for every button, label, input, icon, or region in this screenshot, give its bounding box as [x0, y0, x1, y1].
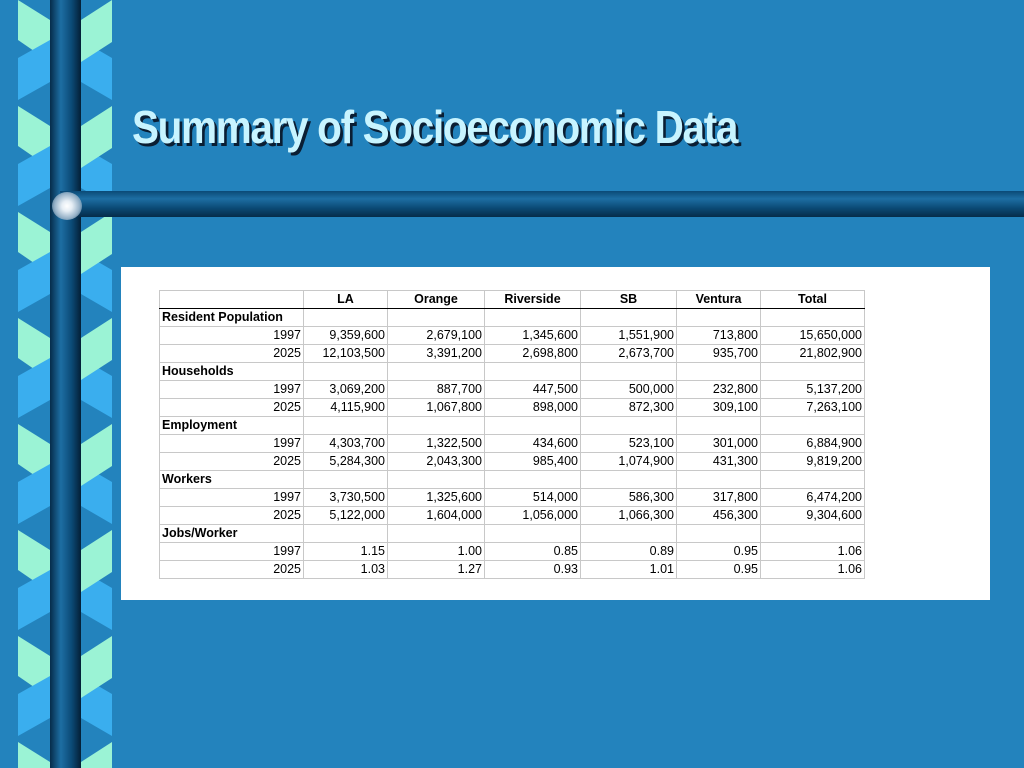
- year-cell: 2025: [160, 507, 304, 525]
- value-cell: 12,103,500: [304, 345, 388, 363]
- value-cell: 985,400: [485, 453, 581, 471]
- empty-cell: [485, 363, 581, 381]
- year-cell: 2025: [160, 453, 304, 471]
- empty-cell: [677, 363, 761, 381]
- value-cell: 0.95: [677, 543, 761, 561]
- value-cell: 309,100: [677, 399, 761, 417]
- section-label: Jobs/Worker: [160, 525, 304, 543]
- header-row: [160, 291, 865, 309]
- value-cell: 15,650,000: [761, 327, 865, 345]
- year-cell: 1997: [160, 543, 304, 561]
- value-cell: 6,884,900: [761, 435, 865, 453]
- empty-cell: [677, 471, 761, 489]
- ribbon-segment: [18, 464, 50, 524]
- decorative-ribbon: [0, 0, 112, 768]
- value-cell: 7,263,100: [761, 399, 865, 417]
- value-cell: 4,303,700: [304, 435, 388, 453]
- value-cell: 500,000: [581, 381, 677, 399]
- value-cell: 887,700: [388, 381, 485, 399]
- value-cell: 713,800: [677, 327, 761, 345]
- value-cell: 1,551,900: [581, 327, 677, 345]
- ribbon-segment: [81, 742, 112, 768]
- table-row: [160, 435, 865, 453]
- empty-cell: [761, 417, 865, 435]
- empty-cell: [761, 471, 865, 489]
- table-row: [160, 381, 865, 399]
- empty-cell: [485, 417, 581, 435]
- empty-cell: [677, 417, 761, 435]
- value-cell: 3,730,500: [304, 489, 388, 507]
- section-label: Employment: [160, 417, 304, 435]
- value-cell: 434,600: [485, 435, 581, 453]
- empty-cell: [761, 309, 865, 327]
- vertical-post: [50, 0, 81, 768]
- year-cell: 1997: [160, 489, 304, 507]
- empty-cell: [388, 417, 485, 435]
- page-title: Summary of Socioeconomic Data: [132, 101, 738, 153]
- table-row: [160, 345, 865, 363]
- table-panel: [121, 267, 990, 600]
- value-cell: 1.27: [388, 561, 485, 579]
- section-row: [160, 417, 865, 435]
- empty-cell: [304, 309, 388, 327]
- table-row: [160, 543, 865, 561]
- header-cell-ventura: Ventura: [677, 291, 761, 309]
- header-cell: [160, 291, 304, 309]
- section-row: [160, 363, 865, 381]
- empty-cell: [304, 417, 388, 435]
- empty-cell: [388, 363, 485, 381]
- value-cell: 3,391,200: [388, 345, 485, 363]
- section-label: Households: [160, 363, 304, 381]
- ribbon-segment: [18, 358, 50, 418]
- value-cell: 1.06: [761, 561, 865, 579]
- ribbon-segment: [18, 40, 50, 100]
- header-cell-orange: Orange: [388, 291, 485, 309]
- empty-cell: [304, 471, 388, 489]
- value-cell: 1,066,300: [581, 507, 677, 525]
- empty-cell: [581, 309, 677, 327]
- value-cell: 935,700: [677, 345, 761, 363]
- value-cell: 1.00: [388, 543, 485, 561]
- ribbon-segment: [18, 146, 50, 206]
- value-cell: 3,069,200: [304, 381, 388, 399]
- table-row: [160, 489, 865, 507]
- value-cell: 9,359,600: [304, 327, 388, 345]
- value-cell: 1,604,000: [388, 507, 485, 525]
- value-cell: 2,679,100: [388, 327, 485, 345]
- value-cell: 2,698,800: [485, 345, 581, 363]
- value-cell: 6,474,200: [761, 489, 865, 507]
- value-cell: 21,802,900: [761, 345, 865, 363]
- header-cell-riverside: Riverside: [485, 291, 581, 309]
- value-cell: 1,056,000: [485, 507, 581, 525]
- empty-cell: [581, 417, 677, 435]
- ribbon-segment: [18, 252, 50, 312]
- value-cell: 898,000: [485, 399, 581, 417]
- value-cell: 872,300: [581, 399, 677, 417]
- empty-cell: [485, 525, 581, 543]
- value-cell: 0.85: [485, 543, 581, 561]
- ribbon-segment: [18, 676, 50, 736]
- value-cell: 2,043,300: [388, 453, 485, 471]
- section-row: [160, 525, 865, 543]
- value-cell: 4,115,900: [304, 399, 388, 417]
- ribbon-segment: [18, 570, 50, 630]
- empty-cell: [388, 471, 485, 489]
- table-row: [160, 399, 865, 417]
- value-cell: 0.95: [677, 561, 761, 579]
- empty-cell: [485, 309, 581, 327]
- value-cell: 447,500: [485, 381, 581, 399]
- value-cell: 586,300: [581, 489, 677, 507]
- value-cell: 5,284,300: [304, 453, 388, 471]
- value-cell: 456,300: [677, 507, 761, 525]
- empty-cell: [761, 525, 865, 543]
- socioeconomic-table: [159, 290, 865, 579]
- year-cell: 1997: [160, 327, 304, 345]
- value-cell: 1.01: [581, 561, 677, 579]
- value-cell: 2,673,700: [581, 345, 677, 363]
- value-cell: 1,325,600: [388, 489, 485, 507]
- value-cell: 9,819,200: [761, 453, 865, 471]
- value-cell: 1,322,500: [388, 435, 485, 453]
- value-cell: 1,067,800: [388, 399, 485, 417]
- header-cell-la: LA: [304, 291, 388, 309]
- year-cell: 1997: [160, 381, 304, 399]
- value-cell: 1,345,600: [485, 327, 581, 345]
- horizontal-bar: [60, 191, 1024, 217]
- empty-cell: [388, 309, 485, 327]
- year-cell: 1997: [160, 435, 304, 453]
- section-label: Resident Population: [160, 309, 304, 327]
- empty-cell: [304, 363, 388, 381]
- empty-cell: [304, 525, 388, 543]
- section-label: Workers: [160, 471, 304, 489]
- table-row: [160, 327, 865, 345]
- empty-cell: [761, 363, 865, 381]
- header-cell-sb: SB: [581, 291, 677, 309]
- empty-cell: [677, 525, 761, 543]
- value-cell: 301,000: [677, 435, 761, 453]
- value-cell: 9,304,600: [761, 507, 865, 525]
- section-row: [160, 309, 865, 327]
- value-cell: 1,074,900: [581, 453, 677, 471]
- year-cell: 2025: [160, 399, 304, 417]
- value-cell: 5,137,200: [761, 381, 865, 399]
- value-cell: 523,100: [581, 435, 677, 453]
- value-cell: 514,000: [485, 489, 581, 507]
- empty-cell: [581, 525, 677, 543]
- year-cell: 2025: [160, 345, 304, 363]
- value-cell: 1.15: [304, 543, 388, 561]
- empty-cell: [581, 363, 677, 381]
- value-cell: 5,122,000: [304, 507, 388, 525]
- header-cell-total: Total: [761, 291, 865, 309]
- empty-cell: [677, 309, 761, 327]
- table-row: [160, 507, 865, 525]
- value-cell: 1.03: [304, 561, 388, 579]
- ribbon-segment: [18, 742, 50, 768]
- empty-cell: [388, 525, 485, 543]
- empty-cell: [485, 471, 581, 489]
- year-cell: 2025: [160, 561, 304, 579]
- table-row: [160, 561, 865, 579]
- value-cell: 0.89: [581, 543, 677, 561]
- section-row: [160, 471, 865, 489]
- value-cell: 431,300: [677, 453, 761, 471]
- value-cell: 1.06: [761, 543, 865, 561]
- empty-cell: [581, 471, 677, 489]
- value-cell: 232,800: [677, 381, 761, 399]
- table-row: [160, 453, 865, 471]
- bar-knob: [52, 192, 82, 220]
- value-cell: 0.93: [485, 561, 581, 579]
- value-cell: 317,800: [677, 489, 761, 507]
